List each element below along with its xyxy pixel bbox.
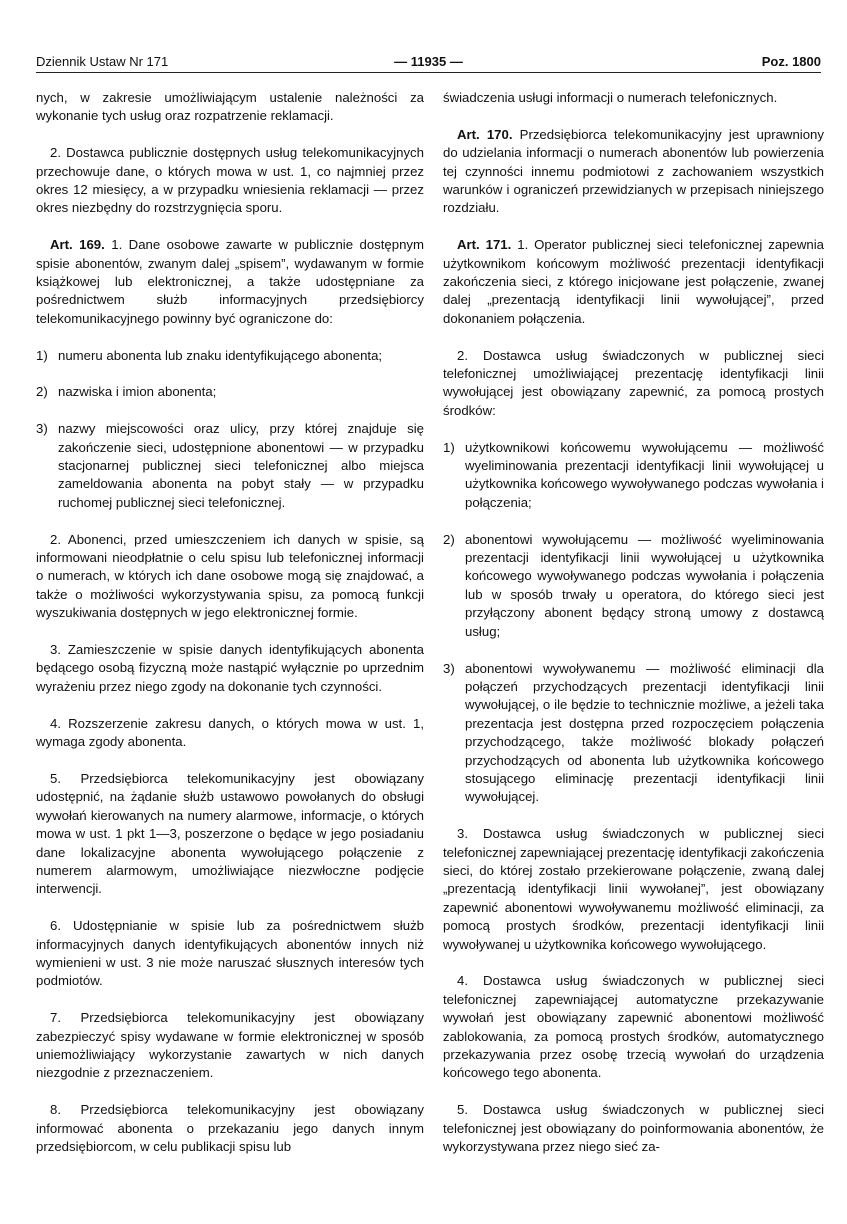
article-170 [443,126,824,218]
paragraph: 2. Abonenci, przed umieszczeniem ich danych w spisie, są informowani nieodpłatnie o celu spisu lub telefonicznej informacji o numerach, w których ich dane osobowe mogą się znajdować, a także o możliwości wykorzystywania spisu, za pomocą funkcji wyszukiwania dostępnych w jego elektronicznej formie. [36,531,424,621]
paragraph: 3. Dostawca usług świadczonych w publicznej sieci telefonicznej zapewniającej prezentację identyfikacji zakończenia sieci, do której zostało przekierowane połączenie, zwaną dalej „prezentacją identyfikacji linii wywołanej”, jest obowiązany zapewnić abonentowi wywoływanemu możliwość eliminacji, za pomocą prostych środków, prezentacji identyfikacji linii wywoływanej u użytkownika końcowego wywołującego. [443,826,824,952]
paragraph: 5. Dostawca usług świadczonych w publicznej sieci telefonicznej jest obowiązany do poinformowania abonentów, że wykorzystywana przez niego sieć za- [443,1102,824,1155]
right-column [443,89,824,1175]
paragraph: świadczenia usługi informacji o numerach telefonicznych. [443,90,778,105]
list-item-text: użytkownikowi końcowemu wywołującemu — możliwość wyeliminowania prezentacji identyfikacji linii wywołującej u użytkownika końcowego wywoływanego podczas wywołania i połączenia; [465,439,824,510]
list-item-text: nazwiska i imion abonenta; [58,384,217,400]
list-item-number: 1) [36,347,48,363]
article-169 [36,236,424,328]
list-item-text: nazwy miejscowości oraz ulicy, przy której znajduje się zakończenie sieci, udostępnione abonentowi — w przypadku stacjonarnej publicznej sieci telefonicznej albo miejsca zameldowania abonenta na pobyt stały — w przypadku ruchomej publicznej sieci telefonicznej. [58,421,424,510]
article-text: 1. Dane osobowe zawarte w publicznie dostępnym spisie abonentów, zwanym dalej „spisem”, wydawanym w formie książkowej lub elektronicznej, a także udostępniane za pośrednictwem służb informacyjnych przedsiębiorcy telekomunikacyjnego powinny być ograniczone do: [36,237,424,326]
list-item [443,531,824,641]
paragraph: nych, w zakresie umożliwiającym ustalenie należności za wykonanie tych usług oraz rozpatrzenie reklamacji. [36,90,424,124]
list-item-text: abonentowi wywoływanemu — możliwość eliminacji dla połączeń przychodzących prezentacji identyfikacji linii wywołującej, o ile będzie to technicznie możliwe, a jeżeli taka prezentacja jest dostępna przed rozpoczęciem połączenia przychodzącego, także możliwość blokady połączeń przychodzących od abonenta lub użytkownika końcowego stosującego eliminację prezentacji identyfikacji linii wywołującej. [465,660,824,805]
paragraph: 2. Dostawca publicznie dostępnych usług telekomunikacyjnych przechowuje dane, o których mowa w ust. 1, co najmniej przez okres 12 miesięcy, a w przypadku wniesienia reklamacji — przez okres niezbędny do rozstrzygnięcia sporu. [36,145,424,216]
article-label: Art. 171. [457,237,512,253]
list-item-number: 2) [36,384,48,400]
list-item-number: 3) [36,421,48,437]
paragraph: 2. Dostawca usług świadczonych w publicznej sieci telefonicznej umożliwiającej prezentację identyfikacji linii wywołującej jest obowiązany zapewnić, za pomocą prostych środków: [443,347,824,418]
paragraph: 7. Przedsiębiorca telekomunikacyjny jest obowiązany zabezpieczyć spisy wydawane w formie elektronicznej w sposób uniemożliwiający wykorzystanie zawartych w nich danych niezgodnie z przeznaczeniem. [36,1010,424,1081]
article-text: Przedsiębiorca telekomunikacyjny jest uprawniony do udzielania informacji o numerach abonentów lub powierzenia tej czynności innemu podmiotowi z zachowaniem wszystkich warunków i ograniczeń przewidzianych w przepisach niniejszego rozdziału. [443,126,824,216]
paragraph: 4. Rozszerzenie zakresu danych, o których mowa w ust. 1, wymaga zgody abonenta. [36,715,424,750]
list-item-text: abonentowi wywołującemu — możliwość wyeliminowania prezentacji identyfikacji linii wywołującej u użytkownika końcowego wywoływanego podczas wywołania i połączenia lub w sposób trwały u operatora, do którego sieci jest przyłączony abonent będący stroną umowy z dostawcą usług; [465,531,824,639]
list-item [36,383,424,401]
paragraph: 8. Przedsiębiorca telekomunikacyjny jest obowiązany informować abonenta o przekazaniu jego danych innym przedsiębiorcom, w celu publikacji spisu lub [36,1102,424,1154]
position-number: Poz. 1800 [761,54,821,69]
list-item [443,439,824,513]
list-item-text: numeru abonenta lub znaku identyfikującego abonenta; [58,347,383,363]
article-text: 1. Operator publicznej sieci telefonicznej zapewnia użytkownikom końcowym możliwość prezentacji identyfikacji zakończenia sieci, z którego inicjowane jest połączenie, zwanej dalej „prezentacją identyfikacji linii wywołującej”, przed dokonaniem połączenia. [443,237,824,326]
list-item [36,347,424,365]
list-item [443,660,824,807]
left-column [36,89,424,1175]
paragraph: 6. Udostępnianie w spisie lub za pośrednictwem służb informacyjnych danych identyfikujących abonentów innych niż wymienieni w ust. 3 nie może naruszać słusznych interesów tych podmiotów. [36,918,424,989]
list-item-number: 3) [443,660,455,676]
header-rule [36,72,821,73]
article-171 [443,236,824,328]
page-header [36,53,821,71]
article-label: Art. 170. [457,126,513,142]
page-number: — 11935 — [394,54,463,69]
paragraph: 4. Dostawca usług świadczonych w publicznej sieci telefonicznej zapewniającej automatyczne przekazywanie wywołań jest obowiązany zapewnić abonentowi możliwość zablokowania, za pomocą prostych środków, automatycznego przekazywania przez osobę trzecią wywołań do urządzenia końcowego tego abonenta. [443,973,824,1081]
list-item-number: 2) [443,531,455,547]
journal-title: Dziennik Ustaw Nr 171 [36,54,169,69]
paragraph: 3. Zamieszczenie w spisie danych identyfikujących abonenta będącego osobą fizyczną może nastąpić wyłącznie po uprzednim wyrażeniu przez niego zgody na dokonanie tych czynności. [36,642,424,694]
article-label: Art. 169. [50,237,105,253]
list-item [36,420,424,512]
paragraph: 5. Przedsiębiorca telekomunikacyjny jest obowiązany udostępnić, na żądanie służb ustawowo powołanych do obsługi wywołań kierowanych na numery alarmowe, informacje, o których mowa w ust. 1 pkt 1—3, poszerzone o będące w jego posiadaniu dane lokalizacyjne abonenta wywołującego połączenie z numerem alarmowym, umożliwiające niezwłoczne podjęcie interwencji. [36,770,424,897]
list-item-number: 1) [443,439,455,455]
